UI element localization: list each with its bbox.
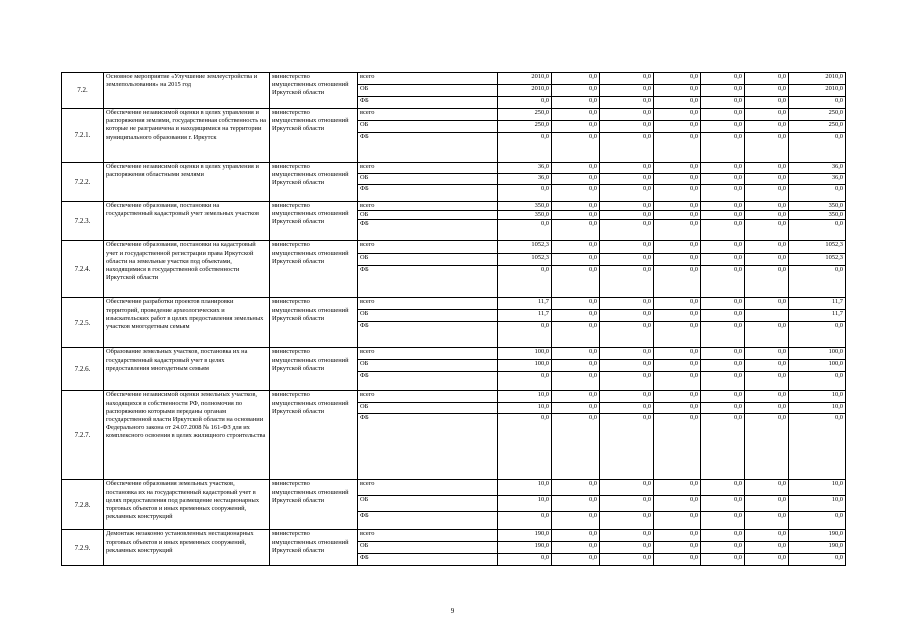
value-cell: 0,0 xyxy=(701,174,745,185)
value-cell: 0,0 xyxy=(789,97,846,109)
value-cell: 0,0 xyxy=(654,73,701,85)
value-cell: 0,0 xyxy=(552,530,600,542)
value-cell: 350,0 xyxy=(789,211,846,220)
value-cell: 0,0 xyxy=(600,480,654,496)
page-number: 9 xyxy=(450,607,455,615)
table-row xyxy=(62,109,846,121)
value-cell: 0,0 xyxy=(600,254,654,266)
value-cell: 0,0 xyxy=(745,163,789,174)
value-cell: 190,0 xyxy=(498,530,552,542)
funding-source: всего xyxy=(358,348,498,360)
funding-source: ФБ xyxy=(358,97,498,109)
value-cell: 350,0 xyxy=(498,202,552,211)
table-row xyxy=(62,391,846,403)
row-executor: министерство имущественных отношений Иркутской области xyxy=(270,109,358,163)
value-cell: 0,0 xyxy=(600,542,654,554)
value-cell: 0,0 xyxy=(654,496,701,512)
table-row xyxy=(62,530,846,542)
value-cell: 0,0 xyxy=(745,512,789,530)
table-row xyxy=(62,298,846,310)
value-cell: 0,0 xyxy=(600,202,654,211)
value-cell: 0,0 xyxy=(654,266,701,298)
value-cell: 0,0 xyxy=(654,360,701,372)
value-cell: 0,0 xyxy=(654,310,701,322)
value-cell: 0,0 xyxy=(701,542,745,554)
row-executor: министерство имущественных отношений Иркутской области xyxy=(270,391,358,480)
value-cell: 36,0 xyxy=(498,174,552,185)
value-cell: 0,0 xyxy=(654,254,701,266)
funding-source: ОБ xyxy=(358,211,498,220)
value-cell: 0,0 xyxy=(552,174,600,185)
row-code: 7.2.9. xyxy=(62,530,104,566)
value-cell: 0,0 xyxy=(654,554,701,566)
value-cell: 190,0 xyxy=(789,542,846,554)
value-cell: 0,0 xyxy=(552,211,600,220)
value-cell: 0,0 xyxy=(745,97,789,109)
funding-source: ФБ xyxy=(358,414,498,480)
value-cell: 350,0 xyxy=(789,202,846,211)
row-name: Образование земельных участков, постановка их на государственный кадастровый учет в целях предоставления многодетным семьям xyxy=(104,348,270,391)
value-cell: 36,0 xyxy=(498,163,552,174)
value-cell: 0,0 xyxy=(701,85,745,97)
value-cell: 36,0 xyxy=(789,163,846,174)
budget-table xyxy=(61,72,846,566)
value-cell: 0,0 xyxy=(552,414,600,480)
value-cell: 0,0 xyxy=(654,97,701,109)
value-cell: 0,0 xyxy=(600,163,654,174)
value-cell: 0,0 xyxy=(654,480,701,496)
value-cell: 0,0 xyxy=(552,310,600,322)
row-name: Обеспечение независимой оценки в целях управления и распоряжения областными землями xyxy=(104,163,270,202)
value-cell: 2010,0 xyxy=(789,85,846,97)
value-cell: 0,0 xyxy=(600,391,654,403)
value-cell: 0,0 xyxy=(745,121,789,133)
value-cell: 0,0 xyxy=(745,372,789,391)
value-cell: 0,0 xyxy=(552,202,600,211)
value-cell: 0,0 xyxy=(654,298,701,310)
funding-source: всего xyxy=(358,298,498,310)
value-cell: 0,0 xyxy=(745,109,789,121)
row-name: Демонтаж незаконно установленных нестационарных торговых объектов и иных временных сооружений, рекламных конструкций xyxy=(104,530,270,566)
row-code: 7.2.1. xyxy=(62,109,104,163)
funding-source: ФБ xyxy=(358,322,498,348)
value-cell: 0,0 xyxy=(701,163,745,174)
value-cell: 0,0 xyxy=(701,241,745,254)
table-row xyxy=(62,241,846,254)
value-cell: 0,0 xyxy=(745,391,789,403)
value-cell: 0,0 xyxy=(745,185,789,202)
funding-source: ОБ xyxy=(358,174,498,185)
funding-source: ФБ xyxy=(358,266,498,298)
funding-source: всего xyxy=(358,241,498,254)
value-cell: 0,0 xyxy=(654,185,701,202)
value-cell: 0,0 xyxy=(552,496,600,512)
value-cell xyxy=(745,310,789,322)
value-cell: 0,0 xyxy=(701,554,745,566)
value-cell: 0,0 xyxy=(552,254,600,266)
value-cell: 2010,0 xyxy=(789,73,846,85)
funding-source: ОБ xyxy=(358,403,498,414)
funding-source: всего xyxy=(358,73,498,85)
funding-source: всего xyxy=(358,109,498,121)
funding-source: ОБ xyxy=(358,542,498,554)
value-cell: 0,0 xyxy=(745,322,789,348)
funding-source: ФБ xyxy=(358,372,498,391)
value-cell: 0,0 xyxy=(552,133,600,163)
value-cell: 0,0 xyxy=(654,220,701,241)
value-cell: 0,0 xyxy=(654,391,701,403)
value-cell: 0,0 xyxy=(654,372,701,391)
value-cell: 0,0 xyxy=(701,220,745,241)
value-cell: 0,0 xyxy=(701,403,745,414)
value-cell: 0,0 xyxy=(600,554,654,566)
funding-source: всего xyxy=(358,480,498,496)
value-cell: 100,0 xyxy=(498,360,552,372)
value-cell: 0,0 xyxy=(552,266,600,298)
value-cell: 0,0 xyxy=(789,133,846,163)
value-cell: 0,0 xyxy=(701,414,745,480)
value-cell: 0,0 xyxy=(701,512,745,530)
row-code: 7.2. xyxy=(62,73,104,109)
value-cell: 0,0 xyxy=(552,73,600,85)
funding-source: всего xyxy=(358,530,498,542)
value-cell: 0,0 xyxy=(701,211,745,220)
value-cell: 0,0 xyxy=(789,220,846,241)
value-cell: 0,0 xyxy=(654,121,701,133)
value-cell: 0,0 xyxy=(701,202,745,211)
value-cell: 350,0 xyxy=(498,211,552,220)
value-cell: 100,0 xyxy=(789,348,846,360)
value-cell: 0,0 xyxy=(552,391,600,403)
value-cell: 0,0 xyxy=(745,554,789,566)
value-cell: 0,0 xyxy=(552,185,600,202)
row-name: Обеспечение независимой оценки земельных участков, находящихся в собственности РФ, полномочия по распоряжению которыми переданы органам государственной власти Иркутской области на основании Федерального закона от 24.07.2008 № 161-ФЗ для их комплексного освоения в целях жилищного строительства xyxy=(104,391,270,480)
funding-source: всего xyxy=(358,391,498,403)
funding-source: ФБ xyxy=(358,220,498,241)
funding-source: ОБ xyxy=(358,121,498,133)
value-cell: 250,0 xyxy=(789,109,846,121)
value-cell: 0,0 xyxy=(552,163,600,174)
funding-source: ФБ xyxy=(358,554,498,566)
value-cell: 0,0 xyxy=(600,530,654,542)
value-cell: 0,0 xyxy=(498,372,552,391)
value-cell: 190,0 xyxy=(498,542,552,554)
value-cell: 0,0 xyxy=(600,403,654,414)
value-cell: 0,0 xyxy=(600,414,654,480)
row-executor: министерство имущественных отношений Иркутской области xyxy=(270,163,358,202)
value-cell: 0,0 xyxy=(701,496,745,512)
value-cell: 0,0 xyxy=(701,310,745,322)
value-cell: 0,0 xyxy=(600,360,654,372)
value-cell: 0,0 xyxy=(552,360,600,372)
value-cell: 0,0 xyxy=(654,202,701,211)
value-cell: 1052,3 xyxy=(789,254,846,266)
row-code: 7.2.7. xyxy=(62,391,104,480)
value-cell: 0,0 xyxy=(745,360,789,372)
funding-source: ОБ xyxy=(358,310,498,322)
value-cell: 0,0 xyxy=(654,542,701,554)
row-name: Обеспечение независимой оценки в целях управления и распоряжения землями, государственная собственность на которые не разграничена и находящимися на территории муниципального образования г. Иркутск xyxy=(104,109,270,163)
value-cell: 0,0 xyxy=(498,414,552,480)
funding-source: ФБ xyxy=(358,185,498,202)
row-code: 7.2.8. xyxy=(62,480,104,530)
value-cell: 0,0 xyxy=(745,266,789,298)
value-cell: 0,0 xyxy=(745,133,789,163)
value-cell: 0,0 xyxy=(552,542,600,554)
value-cell: 0,0 xyxy=(600,174,654,185)
value-cell: 0,0 xyxy=(701,185,745,202)
row-name: Обеспечение образования, постановки на кадастровый учет и государственной регистрации права Иркутской области на земельные участки под объектами, находящимися в государственной собственности Иркутской области xyxy=(104,241,270,298)
row-executor: министерство имущественных отношений Иркутской области xyxy=(270,73,358,109)
value-cell: 0,0 xyxy=(745,85,789,97)
value-cell: 0,0 xyxy=(701,322,745,348)
value-cell: 100,0 xyxy=(789,360,846,372)
value-cell: 0,0 xyxy=(600,372,654,391)
funding-source: ОБ xyxy=(358,496,498,512)
table-row xyxy=(62,348,846,360)
value-cell: 0,0 xyxy=(654,322,701,348)
value-cell: 11,7 xyxy=(498,310,552,322)
value-cell: 0,0 xyxy=(498,322,552,348)
value-cell: 0,0 xyxy=(745,211,789,220)
funding-source: ОБ xyxy=(358,254,498,266)
value-cell: 0,0 xyxy=(654,174,701,185)
funding-source: всего xyxy=(358,202,498,211)
value-cell: 0,0 xyxy=(552,372,600,391)
value-cell: 0,0 xyxy=(701,73,745,85)
funding-source: ОБ xyxy=(358,85,498,97)
value-cell: 0,0 xyxy=(600,121,654,133)
value-cell: 0,0 xyxy=(600,310,654,322)
value-cell: 0,0 xyxy=(654,163,701,174)
value-cell: 0,0 xyxy=(654,348,701,360)
value-cell: 0,0 xyxy=(600,322,654,348)
row-code: 7.2.5. xyxy=(62,298,104,348)
value-cell: 0,0 xyxy=(745,202,789,211)
value-cell: 2010,0 xyxy=(498,85,552,97)
value-cell: 0,0 xyxy=(552,298,600,310)
value-cell: 0,0 xyxy=(745,542,789,554)
value-cell: 0,0 xyxy=(701,298,745,310)
value-cell: 0,0 xyxy=(552,512,600,530)
value-cell: 250,0 xyxy=(789,121,846,133)
value-cell: 0,0 xyxy=(745,480,789,496)
value-cell: 0,0 xyxy=(789,414,846,480)
row-executor: министерство имущественных отношений Иркутской области xyxy=(270,348,358,391)
value-cell: 0,0 xyxy=(701,266,745,298)
value-cell: 0,0 xyxy=(654,109,701,121)
value-cell: 11,7 xyxy=(498,298,552,310)
value-cell: 0,0 xyxy=(552,480,600,496)
value-cell: 10,0 xyxy=(789,496,846,512)
row-name: Основное мероприятие «Улучшение землеустройства и землепользования» на 2015 год xyxy=(104,73,270,109)
value-cell: 0,0 xyxy=(552,220,600,241)
row-executor: министерство имущественных отношений Иркутской области xyxy=(270,298,358,348)
value-cell: 0,0 xyxy=(745,298,789,310)
row-code: 7.2.3. xyxy=(62,202,104,241)
value-cell: 36,0 xyxy=(789,174,846,185)
funding-source: ФБ xyxy=(358,133,498,163)
row-name: Обеспечение разработки проектов планировки территорий, проведение археологических и изыскательских работ в целях предоставления земельных участков многодетным семьям xyxy=(104,298,270,348)
value-cell: 0,0 xyxy=(701,254,745,266)
value-cell: 0,0 xyxy=(600,185,654,202)
value-cell: 0,0 xyxy=(600,73,654,85)
value-cell: 0,0 xyxy=(600,211,654,220)
value-cell: 0,0 xyxy=(701,480,745,496)
value-cell: 10,0 xyxy=(789,403,846,414)
table-row xyxy=(62,480,846,496)
value-cell: 0,0 xyxy=(654,512,701,530)
value-cell: 0,0 xyxy=(600,85,654,97)
value-cell: 0,0 xyxy=(498,266,552,298)
value-cell: 0,0 xyxy=(654,414,701,480)
row-name: Обеспечение образования, постановки на государственный кадастровый учет земельных участков xyxy=(104,202,270,241)
value-cell: 0,0 xyxy=(498,220,552,241)
value-cell: 0,0 xyxy=(654,133,701,163)
value-cell: 0,0 xyxy=(552,403,600,414)
value-cell: 0,0 xyxy=(789,322,846,348)
value-cell: 0,0 xyxy=(701,360,745,372)
value-cell: 11,7 xyxy=(789,310,846,322)
value-cell: 0,0 xyxy=(552,109,600,121)
value-cell: 0,0 xyxy=(654,241,701,254)
funding-source: всего xyxy=(358,163,498,174)
value-cell: 0,0 xyxy=(701,109,745,121)
value-cell: 0,0 xyxy=(745,348,789,360)
value-cell: 0,0 xyxy=(498,97,552,109)
value-cell: 10,0 xyxy=(789,480,846,496)
table-row xyxy=(62,163,846,174)
value-cell: 0,0 xyxy=(498,133,552,163)
value-cell: 0,0 xyxy=(552,322,600,348)
value-cell: 0,0 xyxy=(745,73,789,85)
value-cell: 10,0 xyxy=(498,496,552,512)
value-cell: 0,0 xyxy=(745,174,789,185)
value-cell: 1052,3 xyxy=(498,254,552,266)
row-executor: министерство имущественных отношений Иркутской области xyxy=(270,480,358,530)
value-cell: 0,0 xyxy=(745,241,789,254)
value-cell: 0,0 xyxy=(552,121,600,133)
value-cell: 0,0 xyxy=(789,512,846,530)
value-cell: 0,0 xyxy=(552,241,600,254)
value-cell: 0,0 xyxy=(600,133,654,163)
value-cell: 100,0 xyxy=(498,348,552,360)
value-cell: 0,0 xyxy=(745,220,789,241)
value-cell: 190,0 xyxy=(789,530,846,542)
value-cell: 0,0 xyxy=(701,530,745,542)
value-cell: 1052,3 xyxy=(498,241,552,254)
value-cell: 0,0 xyxy=(552,554,600,566)
value-cell: 0,0 xyxy=(701,372,745,391)
value-cell: 250,0 xyxy=(498,109,552,121)
row-executor: министерство имущественных отношений Иркутской области xyxy=(270,202,358,241)
value-cell: 10,0 xyxy=(498,403,552,414)
value-cell: 0,0 xyxy=(789,554,846,566)
value-cell: 0,0 xyxy=(701,121,745,133)
row-code: 7.2.6. xyxy=(62,348,104,391)
value-cell: 1052,3 xyxy=(789,241,846,254)
funding-source: ОБ xyxy=(358,360,498,372)
value-cell: 0,0 xyxy=(600,241,654,254)
value-cell: 0,0 xyxy=(600,109,654,121)
value-cell: 0,0 xyxy=(600,97,654,109)
value-cell: 0,0 xyxy=(552,348,600,360)
value-cell: 0,0 xyxy=(701,391,745,403)
value-cell: 0,0 xyxy=(654,211,701,220)
value-cell: 0,0 xyxy=(745,254,789,266)
value-cell: 11,7 xyxy=(789,298,846,310)
value-cell: 0,0 xyxy=(600,220,654,241)
table-row xyxy=(62,202,846,211)
value-cell: 0,0 xyxy=(789,185,846,202)
value-cell: 2010,0 xyxy=(498,73,552,85)
value-cell: 0,0 xyxy=(701,133,745,163)
value-cell: 0,0 xyxy=(654,403,701,414)
funding-source: ФБ xyxy=(358,512,498,530)
row-executor: министерство имущественных отношений Иркутской области xyxy=(270,241,358,298)
value-cell: 0,0 xyxy=(745,496,789,512)
value-cell: 0,0 xyxy=(600,348,654,360)
row-name: Обеспечение образования земельных участков, постановка их на государственный кадастровый учет в целях предоставления под размещение нестационарных торговых объектов и иных временных сооружений, рекламных конструкций xyxy=(104,480,270,530)
value-cell: 0,0 xyxy=(600,266,654,298)
value-cell: 0,0 xyxy=(498,185,552,202)
table-body xyxy=(62,73,846,566)
row-executor: министерство имущественных отношений Иркутской области xyxy=(270,530,358,566)
value-cell: 10,0 xyxy=(498,480,552,496)
value-cell: 0,0 xyxy=(745,414,789,480)
value-cell: 0,0 xyxy=(701,348,745,360)
value-cell: 0,0 xyxy=(498,512,552,530)
value-cell: 0,0 xyxy=(745,403,789,414)
value-cell: 0,0 xyxy=(701,97,745,109)
value-cell: 0,0 xyxy=(600,298,654,310)
value-cell: 10,0 xyxy=(498,391,552,403)
value-cell: 0,0 xyxy=(654,530,701,542)
row-code: 7.2.4. xyxy=(62,241,104,298)
value-cell: 0,0 xyxy=(745,530,789,542)
value-cell: 0,0 xyxy=(789,372,846,391)
table-row xyxy=(62,73,846,85)
value-cell: 0,0 xyxy=(498,554,552,566)
value-cell: 0,0 xyxy=(789,266,846,298)
value-cell: 250,0 xyxy=(498,121,552,133)
value-cell: 10,0 xyxy=(789,391,846,403)
value-cell: 0,0 xyxy=(552,97,600,109)
row-code: 7.2.2. xyxy=(62,163,104,202)
value-cell: 0,0 xyxy=(552,85,600,97)
value-cell: 0,0 xyxy=(600,496,654,512)
value-cell: 0,0 xyxy=(600,512,654,530)
value-cell: 0,0 xyxy=(654,85,701,97)
